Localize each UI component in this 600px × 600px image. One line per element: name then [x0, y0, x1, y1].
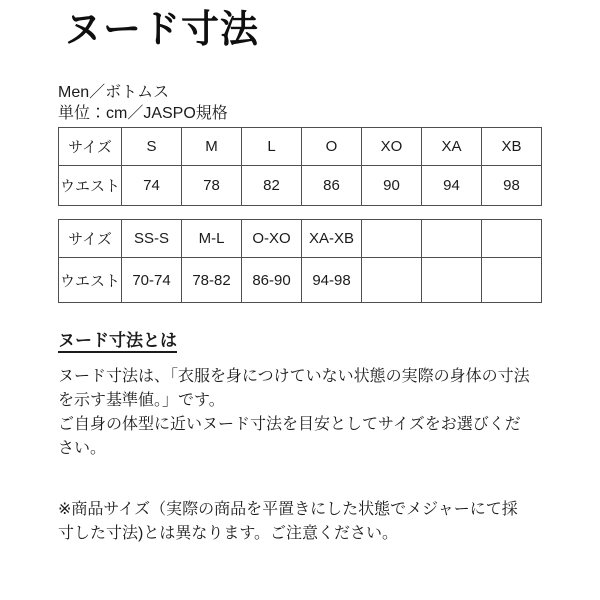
table-cell: O — [302, 128, 362, 166]
table-cell — [362, 258, 422, 303]
table-cell: M — [182, 128, 242, 166]
size-header-cell: サイズ — [59, 220, 122, 258]
table-cell: O-XO — [242, 220, 302, 258]
table-row — [59, 166, 542, 206]
category-line: Men／ボトムス — [58, 84, 170, 101]
table-cell: 86 — [302, 166, 362, 206]
waist-label-cell: ウエスト — [59, 166, 122, 206]
waist-label-cell: ウエスト — [59, 258, 122, 303]
table-cell: 90 — [362, 166, 422, 206]
table-row — [59, 220, 542, 258]
paragraph-line: ヌード寸法は、「衣服を身につけていない状態の実際の身体の寸法 — [58, 368, 530, 385]
table-cell — [422, 220, 482, 258]
nude-size-table-single — [58, 127, 542, 206]
table-cell — [482, 220, 542, 258]
paragraph-line: さい。 — [58, 440, 107, 457]
table-cell: XA — [422, 128, 482, 166]
table-cell: M-L — [182, 220, 242, 258]
explanation-heading: ヌード寸法とは — [58, 331, 177, 353]
table-cell: SS-S — [122, 220, 182, 258]
page-title: ヌード寸法 — [64, 9, 260, 51]
product-size-note — [58, 498, 545, 546]
table-cell: S — [122, 128, 182, 166]
table-cell: 78 — [182, 166, 242, 206]
table-row — [59, 128, 542, 166]
note-line: 寸した寸法)とは異なります。ご注意ください。 — [58, 525, 399, 542]
table-cell — [482, 258, 542, 303]
table-cell — [362, 220, 422, 258]
table-meta — [58, 82, 545, 124]
size-header-cell: サイズ — [59, 128, 122, 166]
table-cell: 74 — [122, 166, 182, 206]
note-line: ※商品サイズ（実際の商品を平置きにした状態でメジャーにて採 — [58, 501, 518, 518]
table-cell: XA-XB — [302, 220, 362, 258]
paragraph-line: ご自身の体型に近いヌード寸法を目安としてサイズをお選びくだ — [58, 416, 521, 433]
table-cell: 94-98 — [302, 258, 362, 303]
table-row — [59, 258, 542, 303]
unit-standard-line: 単位：cm／JASPO規格 — [58, 105, 228, 122]
table-cell: 70-74 — [122, 258, 182, 303]
table-cell: 86-90 — [242, 258, 302, 303]
table-cell: XB — [482, 128, 542, 166]
explanation-section — [58, 331, 545, 461]
table-cell: 98 — [482, 166, 542, 206]
table-cell: 94 — [422, 166, 482, 206]
table-cell: XO — [362, 128, 422, 166]
paragraph-line: を示す基準値。」です。 — [58, 392, 225, 409]
table-cell — [422, 258, 482, 303]
explanation-paragraph — [58, 365, 545, 461]
table-cell: 78-82 — [182, 258, 242, 303]
table-cell: L — [242, 128, 302, 166]
table-cell: 82 — [242, 166, 302, 206]
nude-size-table-range — [58, 219, 542, 303]
